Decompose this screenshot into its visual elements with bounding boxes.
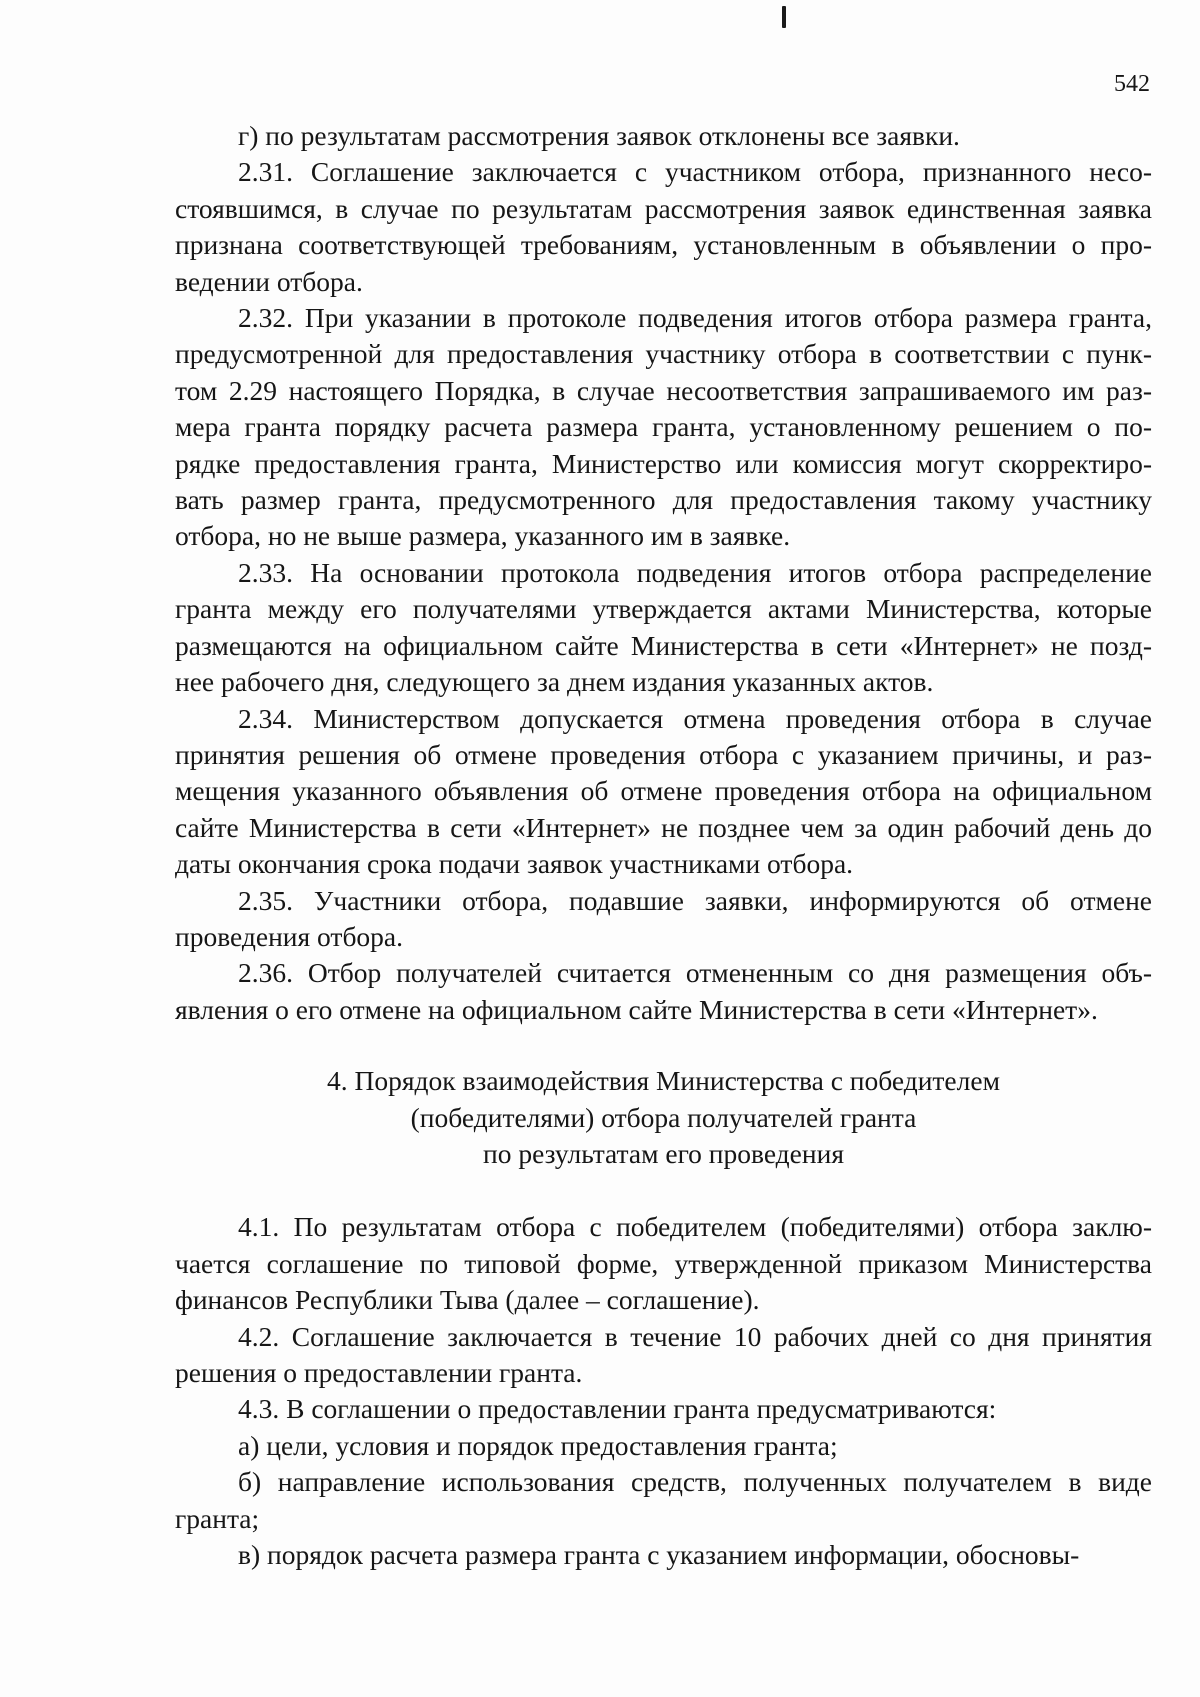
heading-line: по результатам его проведения [483,1137,844,1169]
paragraph-4-2 [175,1319,1152,1392]
text-line: размещаются на официальном сайте Министерства в сети «Интернет» не позд- [175,629,1152,661]
text-line: ведении отбора. [175,265,363,297]
text-line: а) цели, условия и порядок предоставления гранта; [238,1429,838,1461]
document-body [175,118,1152,1573]
text-line: г) по результатам рассмотрения заявок отклонены все заявки. [238,120,960,151]
paragraph-2-34 [175,701,1152,883]
paragraph-2-36 [175,955,1152,1028]
paragraph-2-31 [175,154,1152,300]
text-line: б) направление использования средств, полученных получателем в виде [238,1466,1152,1498]
text-line: рядке предоставления гранта, Министерство или комиссия могут скорректиро- [175,447,1152,479]
heading-line: 4. Порядок взаимодействия Министерства с победителем [327,1065,1000,1097]
paragraph-4-3 [175,1391,1152,1427]
text-line: 4.2. Соглашение заключается в течение 10 рабочих дней со дня принятия [238,1320,1152,1352]
text-line: 2.35. Участники отбора, подавшие заявки, информируются об отмене [238,884,1152,916]
text-line: финансов Республики Тыва (далее – соглашение). [175,1284,760,1316]
paragraph-2-35 [175,883,1152,956]
text-line: признана соответствующей требованиям, установленным в объявлении о про- [175,229,1152,261]
text-line: 2.32. При указании в протоколе подведения итогов отбора размера гранта, [238,302,1152,334]
text-line: мещения указанного объявления об отмене проведения отбора на официальном [175,775,1152,807]
heading-line: (победителями) отбора получателей гранта [410,1101,917,1133]
text-line: гранта; [175,1502,260,1534]
text-line: 2.36. Отбор получателей считается отмененным со дня размещения объ- [238,957,1152,989]
text-line: 2.34. Министерством допускается отмена проведения отбора в случае [238,702,1152,734]
text-line: предусмотренной для предоставления участнику отбора в соответствии с пунк- [175,338,1152,370]
paragraph-a [175,1428,1152,1464]
paragraphs-top [175,118,1152,1028]
paragraph-v [175,1537,1152,1573]
paragraph-b [175,1464,1152,1537]
text-line: стоявшимся, в случае по результатам рассмотрения заявок единственная заявка [175,192,1152,224]
text-line: том 2.29 настоящего Порядка, в случае несоответствия запрашиваемого им раз- [175,374,1152,406]
text-line: в) порядок расчета размера гранта с указанием информации, обосновы- [238,1539,1080,1571]
scan-artifact-mark [782,6,786,28]
text-line: вать размер гранта, предусмотренного для предоставления такому участнику [175,484,1152,516]
paragraphs-bottom [175,1209,1152,1573]
text-line: 2.31. Соглашение заключается с участником отбора, признанного несо- [238,156,1152,188]
paragraph-4-1 [175,1209,1152,1318]
text-line: даты окончания срока подачи заявок участниками отбора. [175,848,854,880]
paragraph-2-32 [175,300,1152,555]
text-line: 2.33. На основании протокола подведения итогов отбора распределение [238,556,1152,588]
text-line: сайте Министерства в сети «Интернет» не позднее чем за один рабочий день до [175,811,1152,843]
text-line: 4.3. В соглашении о предоставлении гранта предусматриваются: [238,1393,997,1425]
text-line: проведения отбора. [175,920,404,952]
text-line: принятия решения об отмене проведения отбора с указанием причины, и раз- [175,738,1152,770]
section-heading [175,1063,1152,1172]
paragraph-g [175,118,1152,154]
text-line: нее рабочего дня, следующего за днем издания указанных актов. [175,666,934,698]
paragraph-2-33 [175,555,1152,701]
text-line: явления о его отмене на официальном сайте Министерства в сети «Интернет». [175,993,1098,1025]
text-line: гранта между его получателями утверждается актами Министерства, которые [175,593,1152,625]
text-line: отбора, но не выше размера, указанного им в заявке. [175,520,791,552]
text-line: чается соглашение по типовой форме, утвержденной приказом Министерства [175,1247,1152,1279]
text-line: мера гранта порядку расчета размера гранта, установленному решением о по- [175,411,1152,443]
page-number: 542 [1114,71,1150,97]
text-line: 4.1. По результатам отбора с победителем (победителями) отбора заклю- [238,1211,1152,1243]
text-line: решения о предоставлении гранта. [175,1357,583,1388]
